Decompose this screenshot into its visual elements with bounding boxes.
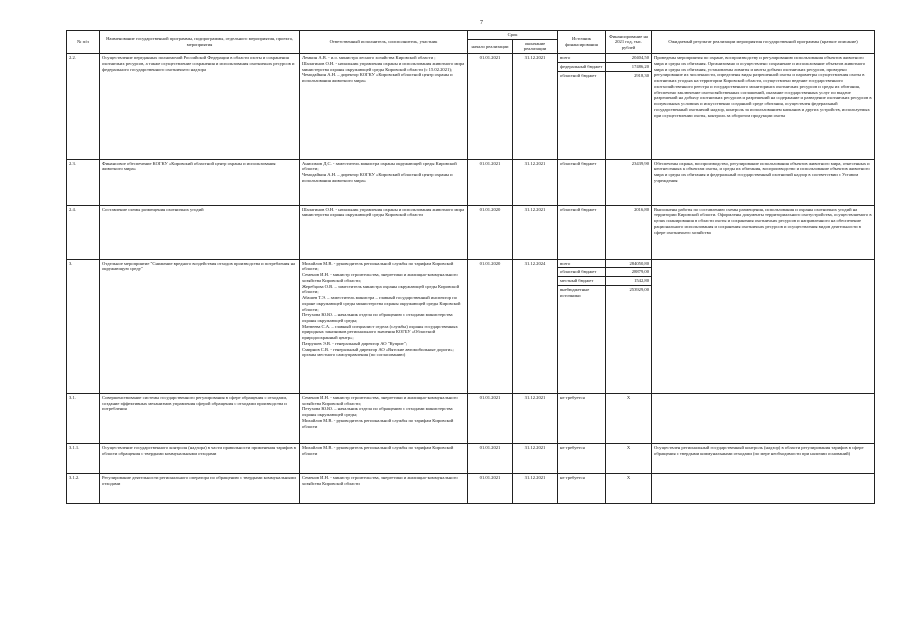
row-name: Финансовое обеспечение КОГКУ «Кировский областной центр охраны и использования животного мира» <box>100 159 300 205</box>
fin-source: внебюджетные источники <box>558 285 606 393</box>
row-executor: Анисимов Д.С. - заместитель министра охраны окружающей среды Кировской области; Чемодайкин А.Н. – директор КОГКУ «Кировский областной центр охраны и использования животного мира» <box>300 159 468 205</box>
table-body <box>67 54 875 504</box>
row-num: 2.4. <box>67 205 100 259</box>
row-name: Осуществление переданных полномочий Российской Федерации в области охоты и сохранения охотничьих ресурсов, а также осуществление сохранения и использования охотничьих ресурсов и федерального государственного охотничьего надзора <box>100 54 300 159</box>
row-executor: Лемкин А.В. - и.о. министра лесного хозяйства Кировской области ; Шалагинов О.Н. - начальник управления охраны и использования животного мира министерства охраны окружающей среды Кировской области (с 15.02.2021); Чемодайкин А.Н. – директор КОГКУ «Кировский областной центр охраны и использования животного мира» <box>300 54 468 159</box>
row-result: Выполнены работы по составлению схемы размещения, использования и охраны охотничьих угодий на территории Кировской области. Оформлены документы территориального охотустройства, осуществляемого в целях планирования в области охоты и сохранения охотничьих ресурсов и направленного на обеспечение рационального использования и сохранения охотничьих ресурсов и осуществления видов деятельности в сфере охотничьего хозяйства <box>652 205 875 259</box>
fin-amount: 28879,00 <box>606 268 652 277</box>
header-amount: Финансирование на 2021 год, тыс. рублей <box>606 31 652 54</box>
row-start: 01.01.2020 <box>468 205 513 259</box>
row-name: Осуществление государственного контроля (надзора) в части правильности применения тарифов в области обращения с твердыми коммунальными отходами <box>100 443 300 473</box>
fin-source: всего <box>558 54 606 63</box>
header-term: Срок <box>468 31 558 40</box>
row-result: Проведены мероприятия по охране, воспроизводству и регулированию использования объектов животного мира и среды их обитания. Организовано и осуществлено сохранение и использование объектов животного мира и среды их обитания, установлены лимиты и квоты добычи охотничьих ресурсов, проведено регулирование их численности, определены виды разрешенной охоты и параметры осуществления охоты в охотничьих угодьях на территории Кировской области, осуществлено ведение государственного охотхозяйственного реестра и государственного мониторинга охотничьих ресурсов и среды их обитания, обеспечено заключение охотхозяйственных соглашений, оказание государственных услуг по выдаче разрешений на добычу охотничьих ресурсов и разрешений на содержание и разведение охотничьих ресурсов в полувольных условиях и искусственно созданной среде обитания, осуществлен федеральный государственный охотничий надзор, контроль за использованием капканов и других устройств, используемых при осуществлении охоты, контроль за оборотом продукции охоты <box>652 54 875 159</box>
fin-amount: X <box>606 393 652 443</box>
table-row <box>67 473 875 503</box>
row-result <box>652 393 875 443</box>
row-start: 01.01.2021 <box>468 393 513 443</box>
header-result: Ожидаемый результат реализации мероприятия государственной программы (краткое описание) <box>652 31 875 54</box>
row-name: Регулирование деятельности регионального оператора по обращению с твердыми коммунальными отходами <box>100 473 300 503</box>
table-row <box>67 443 875 473</box>
row-executor: Михайлов М.В. - руководитель региональной службы по тарифам Кировской области <box>300 443 468 473</box>
fin-source: местный бюджет <box>558 277 606 286</box>
table-row <box>67 159 875 205</box>
header-source: Источник финансирования <box>558 31 606 54</box>
header-num: № п/п <box>67 31 100 54</box>
row-end: 31.12.2021 <box>513 159 558 205</box>
fin-source: областной бюджет <box>558 205 606 259</box>
row-end: 31.12.2021 <box>513 54 558 159</box>
fin-amount: 284050,80 <box>606 259 652 268</box>
row-executor: Шалагинов О.Н. - начальник управления охраны и использования животного мира министерства охраны окружающей среды Кировской области <box>300 205 468 259</box>
table-row <box>67 393 875 443</box>
fin-amount: X <box>606 473 652 503</box>
fin-amount: 20404,50 <box>606 54 652 63</box>
fin-source: всего <box>558 259 606 268</box>
row-result <box>652 259 875 393</box>
row-num: 3.1.1. <box>67 443 100 473</box>
table-row <box>67 259 875 268</box>
row-num: 2.2. <box>67 54 100 159</box>
row-end: 31.12.2021 <box>513 473 558 503</box>
row-result: Осуществлен региональный государственный контроль (надзор) в области регулирования тарифов в сфере обращения с твердыми коммунальными отходами (по мере необходимости при наличии оснований) <box>652 443 875 473</box>
row-name: Совершенствование системы государственного регулирования в сфере обращения с отходами, создание эффективных механизмов управления сферой обращения с отходами производства и потребления <box>100 393 300 443</box>
fin-amount: 253929,00 <box>606 285 652 393</box>
row-start: 01.01.2021 <box>468 443 513 473</box>
fin-amount: 2016,80 <box>606 205 652 259</box>
row-end: 31.12.2021 <box>513 443 558 473</box>
row-result <box>652 473 875 503</box>
row-start: 01.01.2021 <box>468 54 513 159</box>
table-row <box>67 205 875 259</box>
fin-source: федеральный бюджет <box>558 62 606 71</box>
row-start: 01.01.2021 <box>468 159 513 205</box>
fin-amount: 2918,30 <box>606 71 652 159</box>
row-num: 3.1. <box>67 393 100 443</box>
header-executor: Ответственный исполнитель, соисполнитель, участник <box>300 31 468 54</box>
row-num: 3. <box>67 259 100 393</box>
program-table <box>66 30 875 504</box>
table-header-row <box>67 31 875 40</box>
header-end: окончание реализации <box>513 39 558 53</box>
fin-source: областной бюджет <box>558 159 606 205</box>
row-num: 2.3. <box>67 159 100 205</box>
row-start: 01.01.2021 <box>468 473 513 503</box>
row-result: Обеспечены охрана, воспроизводство, регулирование использования объектов животного мира, отнесенных и неотнесенных к объектам охоты, и среды их обитания, воспроизводство и использование объектов животного мира и среды их обитания и федеральный государственный охотничий надзор в соответствии с Уставом учреждения <box>652 159 875 205</box>
fin-amount: 17486,20 <box>606 62 652 71</box>
fin-source: областной бюджет <box>558 268 606 277</box>
header-start: начало реализации <box>468 39 513 53</box>
row-end: 31.12.2024 <box>513 259 558 393</box>
row-end: 31.12.2021 <box>513 393 558 443</box>
fin-source: не требуется <box>558 443 606 473</box>
fin-source: не требуется <box>558 473 606 503</box>
fin-amount: X <box>606 443 652 473</box>
row-executor: Михайлов М.В. - руководитель региональной службы по тарифам Кировской области; Семенов И.Н. - министр строительства, энергетики и жилищно-коммунального хозяйства Кировской области; Жеребцова О.В. – заместитель министра охраны окружающей среды Кировской области; Абашев Т.Э. – заместитель министра – главный государственный инспектор по охране окружающей среды министерства охраны окружающей среды Кировской области; Петухова Ю.Ю. – начальник отдела по обращению с отходами министерства охраны окружающей среды; Матвеева С.А. – главный специалист отдела (службы) охраны государственных природных заказников регионального значения КОГБУ «Областной природоохранный центр»; Патрушев Э.В. - генеральный директор АО "Куприт"; Смирнов С.В. - генеральный директор АО «Вятские автомобильные дороги»; органы местного самоуправления (по согласованию) <box>300 259 468 393</box>
table-row <box>67 54 875 63</box>
header-name: Наименование государственной программы, подпрограммы, отдельного мероприятия, проекта, мероприятия <box>100 31 300 54</box>
row-name: Отдельное мероприятие "Снижение вредного воздействия отходов производства и потребления на окружающую среду" <box>100 259 300 393</box>
fin-source: областной бюджет <box>558 71 606 159</box>
page-number: 7 <box>480 20 483 26</box>
fin-source: не требуется <box>558 393 606 443</box>
row-start: 01.01.2020 <box>468 259 513 393</box>
fin-amount: 23439,90 <box>606 159 652 205</box>
fin-amount: 1542,80 <box>606 277 652 286</box>
row-executor: Семенов И.Н. - министр строительства, энергетики и жилищно-коммунального хозяйства Кировской области <box>300 473 468 503</box>
row-executor: Семенов И.Н. - министр строительства, энергетики и жилищно-коммунального хозяйства Кировской области; Петухова Ю.Ю. – начальник отдела по обращению с отходами министерства охраны окружающей среды; Михайлов М.В. - руководитель региональной службы по тарифам Кировской области <box>300 393 468 443</box>
row-end: 31.12.2021 <box>513 205 558 259</box>
row-num: 3.1.2. <box>67 473 100 503</box>
row-name: Составление схемы размещения охотничьих угодий <box>100 205 300 259</box>
